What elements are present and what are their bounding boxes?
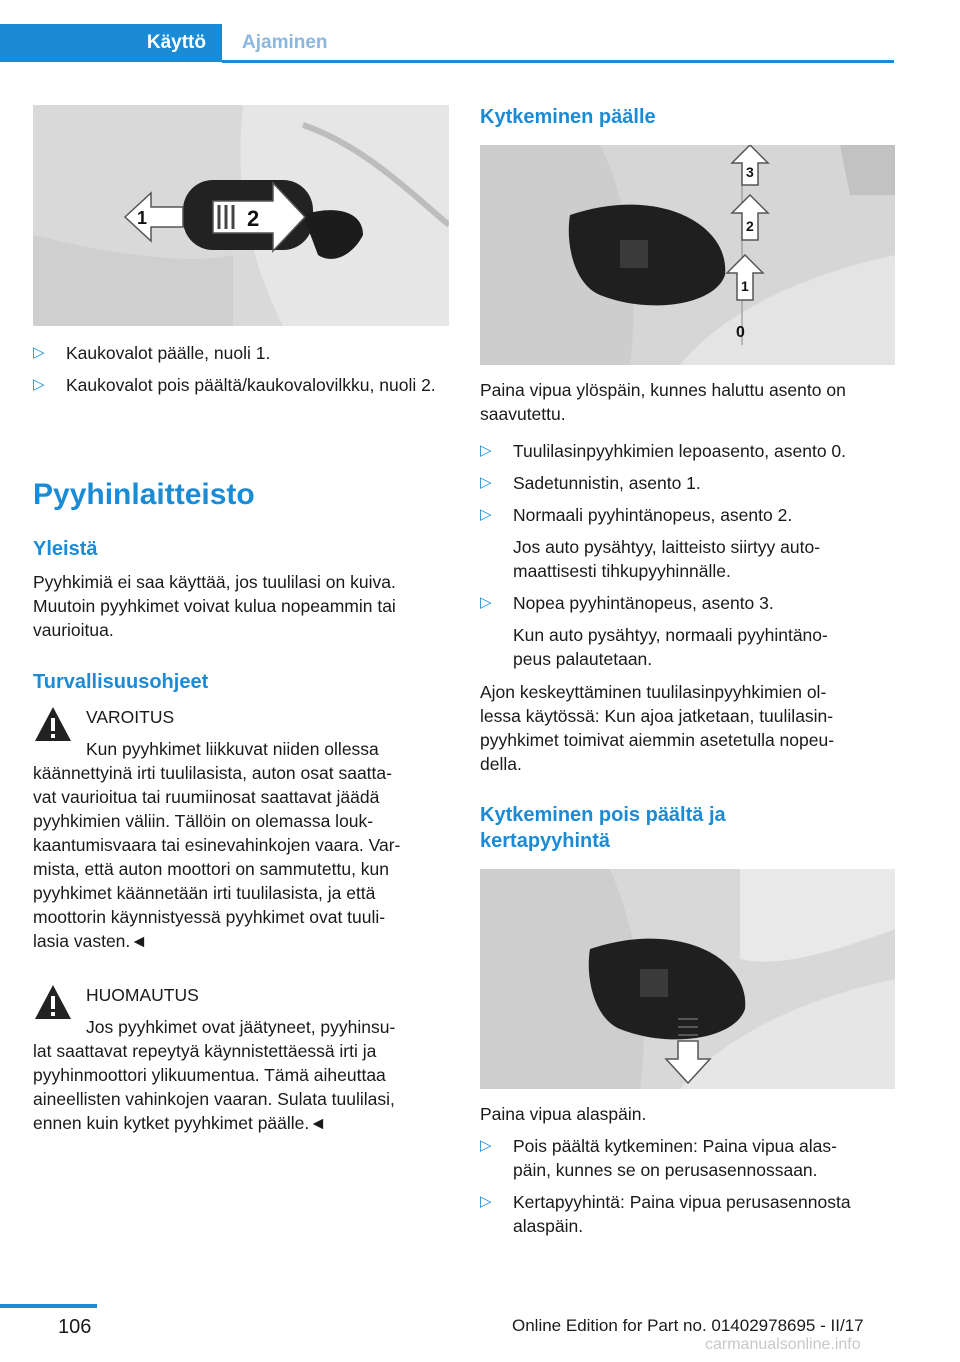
triangle-bullet-icon: ▷ <box>480 442 492 459</box>
list-item: ▷ Kaukovalot pois päältä/kaukovalovilkku, nuoli 2. <box>33 375 436 395</box>
triangle-bullet-icon: ▷ <box>33 344 45 361</box>
position-label-1: 1 <box>741 278 749 294</box>
position-label-0: 0 <box>736 324 745 341</box>
watermark: carmanualsonline.info <box>705 1336 861 1353</box>
subheading-safety: Turvallisuusohjeet <box>33 671 209 693</box>
high-beam-figure <box>33 105 449 326</box>
list-item: ▷ Sadetunnistin, asento 1. <box>480 473 701 493</box>
footer-bar <box>0 1304 97 1308</box>
list-item: ▷ Tuulilasinpyyhkimien lepoasento, asento 0. <box>480 441 847 461</box>
position-label-3: 3 <box>746 164 754 180</box>
arrow-label-2: 2 <box>247 206 260 231</box>
page-number: 106 <box>58 1316 92 1338</box>
warning-title: VAROITUS <box>86 707 175 727</box>
triangle-bullet-icon: ▷ <box>33 376 45 393</box>
tab-ajaminen[interactable]: Ajaminen <box>242 32 328 53</box>
list-item: ▷ Kertapyyhintä: Paina vipua perusasennosta alaspäin. <box>480 1192 851 1236</box>
header <box>0 0 894 64</box>
edition-text: Online Edition for Part no. 01402978695 - II/17 <box>512 1316 864 1335</box>
list-item: ▷ Pois päältä kytkeminen: Paina vipua alas- päin, kunnes se on perusasennossaan. <box>480 1136 837 1180</box>
triangle-bullet-icon: ▷ <box>480 594 492 611</box>
heading-switch-off: Kytkeminen pois päältä ja <box>480 804 726 826</box>
wiper-on-figure <box>480 145 895 365</box>
heading-switch-off-line2: kertapyyhintä <box>480 830 611 852</box>
list-item: ▷ Kaukovalot päälle, nuoli 1. <box>33 343 271 363</box>
warning-triangle-icon <box>33 983 73 1021</box>
notice-title: HUOMAUTUS <box>86 985 199 1005</box>
tab-kaytto[interactable]: Käyttö <box>0 24 222 62</box>
warning-triangle-icon <box>33 705 73 743</box>
section-title: Pyyhinlaitteisto <box>33 478 255 511</box>
triangle-bullet-icon: ▷ <box>480 474 492 491</box>
list-item: ▷ Nopea pyyhintänopeus, asento 3. <box>480 593 774 613</box>
triangle-bullet-icon: ▷ <box>480 1137 492 1154</box>
list-item: ▷ Normaali pyyhintänopeus, asento 2. <box>480 505 793 525</box>
wiper-off-figure <box>480 869 895 1089</box>
position-label-2: 2 <box>746 218 754 234</box>
triangle-bullet-icon: ▷ <box>480 506 492 523</box>
arrow-label-1: 1 <box>137 208 148 228</box>
triangle-bullet-icon: ▷ <box>480 1193 492 1210</box>
header-rule <box>222 60 894 63</box>
subheading-general: Yleistä <box>33 538 98 560</box>
general-paragraph: Pyyhkimiä ei saa käyttää, jos tuulilasi on kuiva. Muutoin pyyhkimet voivat kulua nopeammin tai vaurioitua. <box>33 572 396 640</box>
warning-block: VAROITUS Kun pyyhkimet liikkuvat niiden ollessa käännettyinä irti tuulilasista, auton osat saatta- vat vaurioitua tai ruumiinosat saattavat jäädä pyyhkimien väliin. Tällöin on olemassa louk- kaantumisvaara tai esinevahinkojen vaara. Var- mista, että auton moottori on sammutettu, kun pyyhkimet käännetään irti tuulilasista, ja että moottorin käynnistyessä pyyhkimet ovat tuuli- lasia vasten.◄ <box>33 707 401 951</box>
notice-block: HUOMAUTUS Jos pyyhkimet ovat jäätyneet, pyyhinsu- lat saattavat repeytyä käynnistettäessä irti ja pyyhinmoottori ylikuumentua. Tämä aiheuttaa aineellisten vahinkojen vaaran. Sulata tuulilasi, ennen kuin kytket pyyhkimet päälle.◄ <box>33 985 396 1133</box>
heading-switch-on: Kytkeminen päälle <box>480 106 656 128</box>
